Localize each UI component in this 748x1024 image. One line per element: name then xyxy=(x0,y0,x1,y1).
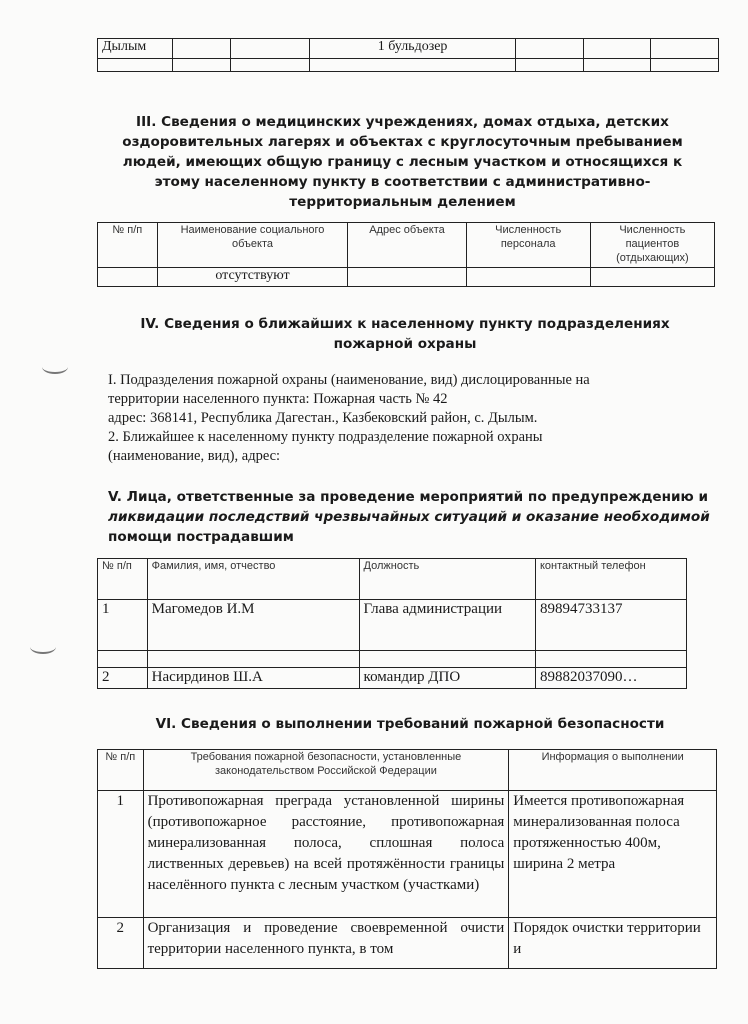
punch-hole-mark xyxy=(30,640,56,654)
punch-hole-mark xyxy=(42,360,68,374)
fire-safety-table xyxy=(97,749,717,969)
table-row: 2 Насирдинов Ш.А командир ДПО 89882037090… xyxy=(98,668,687,689)
responsible-persons-table xyxy=(97,558,687,689)
table-header-row: № п/п Фамилия, имя, отчество Должность контактный телефон xyxy=(98,559,687,600)
table-row xyxy=(98,651,687,668)
table-header-row: № п/п Наименование социального объекта Адрес объекта Численность персонала Численность пациентов (отдыхающих) xyxy=(98,223,715,268)
section4-text: I. Подразделения пожарной охраны (наименование, вид) дислоцированные на территории населенного пункта: Пожарная часть № 42 адрес: 368141, Республика Дагестан., Казбековский район, с. Дылым. 2. Ближайшее к населенному пункту подразделение пожарной охраны (наименование, вид), адрес: xyxy=(108,372,590,464)
table-row: отсутствуют xyxy=(98,268,715,287)
section3-title: III. Сведения о медицинских учреждениях, домах отдыха, детских оздоровительных лагерях и объектах с круглосуточным пребыванием людей, имеющих общую границу с лесным участком и относящихся к этому населенному пункту в соответствии с административно-территориальным делением xyxy=(122,114,683,210)
medical-facilities-table xyxy=(97,222,715,287)
table-row: 1 Противопожарная преграда установленной ширины (противопожарное расстояние, противопожарная минерализованная полоса, сплошная полоса лиственных деревьев) на всей протяжённости границы населённого пункта с лесным участком (участками) Имеется противопожарная минерализованная полоса протяженностью 400м, ширина 2 метра xyxy=(98,791,717,918)
table-row: Дылым 1 бульдозер xyxy=(98,39,719,59)
top-table xyxy=(97,38,719,72)
table-row xyxy=(98,59,719,72)
section6-title: VI. Сведения о выполнении требований пожарной безопасности xyxy=(155,716,665,732)
section5-title: V. Лица, ответственные за проведение мероприятий по предупреждению и ликвидации последствий чрезвычайных ситуаций и оказание необходимой помощи пострадавшим xyxy=(108,489,710,545)
table-header-row: № п/п Требования пожарной безопасности, установленные законодательством Российской Федерации Информация о выполнении xyxy=(98,750,717,791)
section4-title: IV. Сведения о ближайших к населенному пункту подразделениях пожарной охраны xyxy=(140,316,670,352)
table-row: 1 Магомедов И.М Глава администрации 89894733137 xyxy=(98,600,687,651)
table-row: 2 Организация и проведение своевременной очисти территории населенного пункта, в том Порядок очистки территории и xyxy=(98,918,717,969)
